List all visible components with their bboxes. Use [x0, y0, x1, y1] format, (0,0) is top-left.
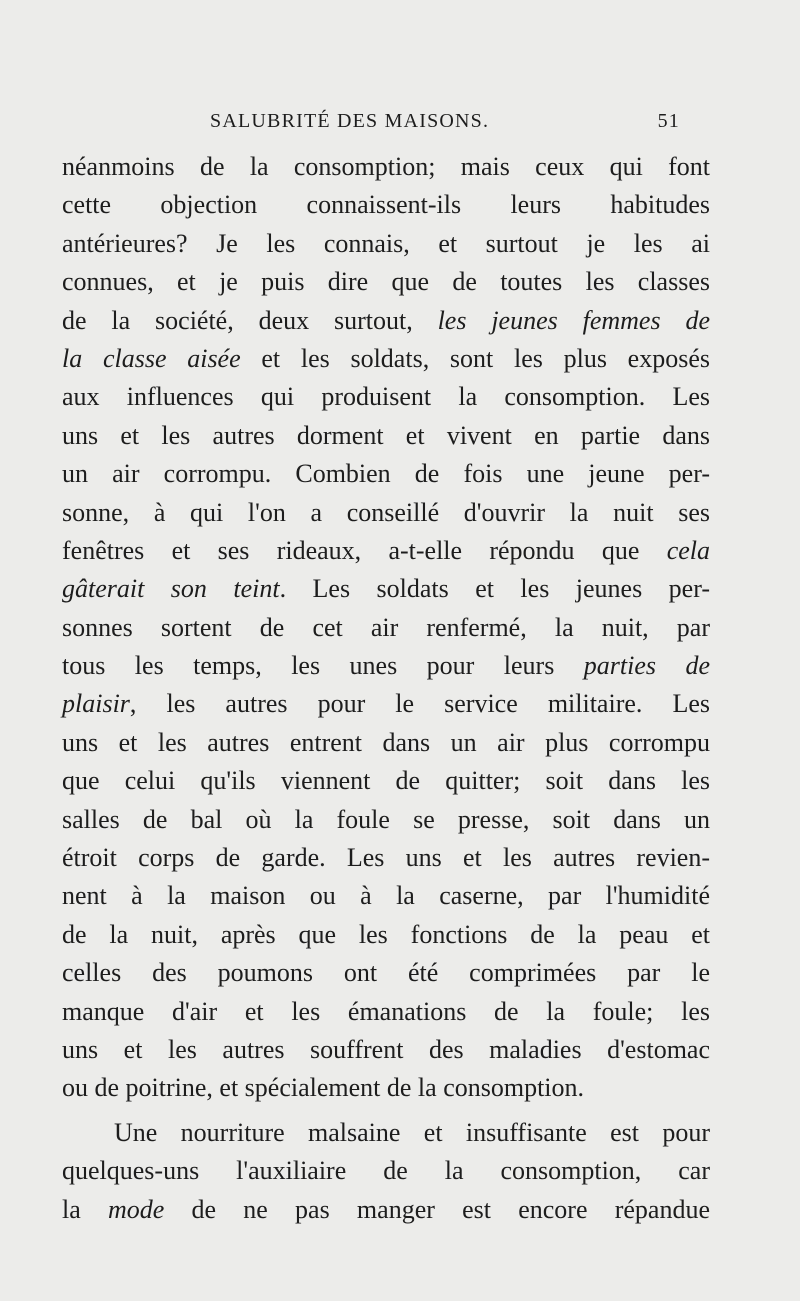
- italic-text: gâterait son teint: [62, 574, 280, 604]
- text-line: la classe aisée et les soldats, sont les plus exposés: [62, 343, 710, 373]
- text-line: plaisir, les autres pour le service militaire. Les: [62, 689, 710, 719]
- text-line: aux influences qui produisent la consomption. Les: [62, 382, 710, 412]
- text-line: uns et les autres dorment et vivent en partie dans: [62, 420, 710, 450]
- text-line: salles de bal où la foule se presse, soit dans un: [62, 804, 710, 834]
- text-line: sonne, à qui l'on a conseillé d'ouvrir la nuit ses: [62, 497, 710, 527]
- text-line: tous les temps, les unes pour leurs parties de: [62, 651, 711, 681]
- text-line: manque d'air et les émanations de la foule; les: [62, 996, 710, 1026]
- text-line: la mode de ne pas manger est encore répandue: [62, 1194, 710, 1224]
- page-number: 51: [657, 110, 680, 132]
- italic-text: cela: [666, 535, 710, 565]
- body-text: [62, 148, 710, 1229]
- text-line: étroit corps de garde. Les uns et les autres revien-: [62, 843, 710, 873]
- text-line: fenêtres et ses rideaux, a-t-elle répondu que cela: [62, 535, 710, 565]
- italic-text: plaisir: [62, 689, 130, 719]
- text-line: Une nourriture malsaine et insuffisante est pour: [114, 1117, 710, 1147]
- italic-text: parties de: [583, 651, 711, 681]
- text-line: de la nuit, après que les fonctions de la peau et: [62, 919, 710, 949]
- text-line: nent à la maison ou à la caserne, par l'humidité: [62, 881, 710, 911]
- text-line: uns et les autres souffrent des maladies d'estomac: [62, 1034, 710, 1064]
- text-line: connues, et je puis dire que de toutes les classes: [62, 267, 710, 297]
- text-line: sonnes sortent de cet air renfermé, la nuit, par: [62, 612, 710, 642]
- italic-text: les jeunes femmes de: [437, 305, 710, 335]
- text-line: ou de poitrine, et spécialement de la consomption.: [62, 1073, 585, 1103]
- running-head: [60, 110, 680, 138]
- text-line: un air corrompu. Combien de fois une jeune per-: [62, 459, 710, 489]
- text-line: cette objection connaissent-ils leurs habitudes: [62, 190, 710, 220]
- text-line: celles des poumons ont été comprimées par le: [62, 958, 710, 988]
- paragraph-1: [62, 148, 710, 1108]
- paragraph-2: [62, 1114, 710, 1229]
- text-line: gâterait son teint. Les soldats et les jeunes per-: [62, 574, 710, 604]
- italic-text: la classe aisée: [62, 343, 241, 373]
- text-line: antérieures? Je les connais, et surtout je les ai: [62, 228, 710, 258]
- text-line: néanmoins de la consomption; mais ceux qui font: [62, 152, 710, 181]
- running-title: SALUBRITÉ DES MAISONS.: [210, 110, 490, 132]
- text-line: quelques-uns l'auxiliaire de la consomption, car: [62, 1156, 710, 1186]
- text-line: uns et les autres entrent dans un air plus corrompu: [62, 727, 710, 757]
- text-line: que celui qu'ils viennent de quitter; soit dans les: [62, 766, 710, 796]
- text-line: de la société, deux surtout, les jeunes femmes de: [62, 305, 710, 335]
- italic-text: mode: [107, 1194, 165, 1224]
